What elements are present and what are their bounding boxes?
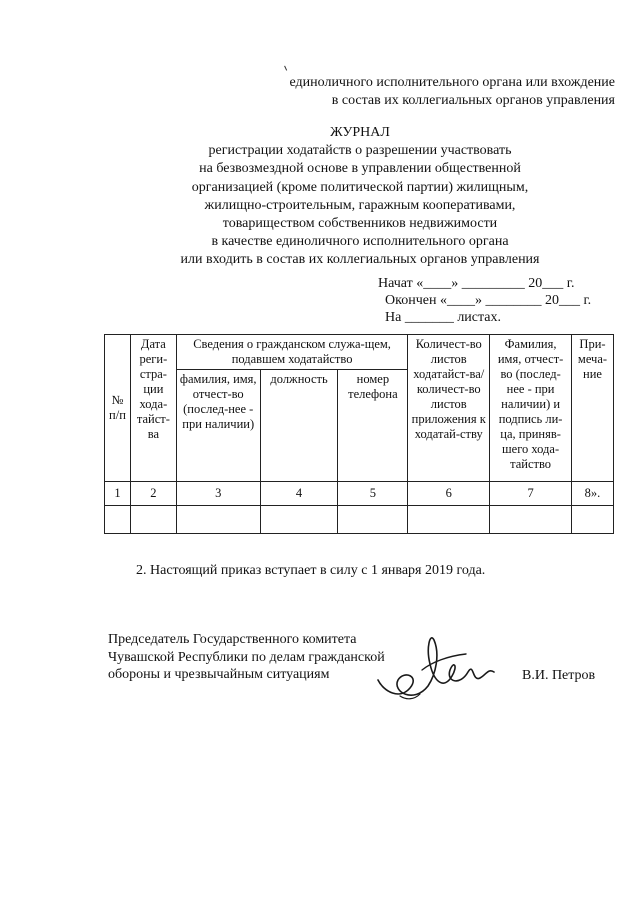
order-effective-text: 2. Настоящий приказ вступает в силу с 1 января 2019 года.	[136, 563, 486, 578]
started-line: Начат «____» _________ 20___ г.	[378, 276, 575, 291]
col-number-cell: 6	[408, 482, 490, 506]
signatory-name: В.И. Петров	[522, 668, 596, 683]
col-note-header: При-меча-ние	[571, 335, 613, 482]
table-number-row	[105, 482, 614, 506]
journal-line: на безвозмездной основе в управлении общественной	[199, 161, 521, 177]
sub-fullname-header: фамилия, имя, отчест-во (послед-нее - при наличии)	[176, 370, 260, 482]
journal-title-block	[90, 124, 630, 270]
journal-line: товариществом собственников недвижимости	[222, 216, 498, 232]
empty-cell	[490, 506, 572, 534]
empty-cell	[176, 506, 260, 534]
col-sheets-header: Количест-во листов ходатайст-ва/количест-во листов приложения к ходатай-ству	[408, 335, 490, 482]
col-number-cell: 2	[130, 482, 176, 506]
signatory-line: Чувашской Республики по делам гражданской	[108, 649, 385, 665]
journal-heading: ЖУРНАЛ	[330, 125, 390, 140]
signatory-line: обороны и чрезвычайным ситуациям	[108, 667, 330, 682]
col-date-header: Дата реги-стра-ции хода-тайст-ва	[130, 335, 176, 482]
col-number-cell: 8».	[571, 482, 613, 506]
journal-line: или входить в состав их коллегиальных органов управления	[180, 252, 540, 268]
sub-phone-header: номер телефона	[338, 370, 408, 482]
journal-line: регистрации ходатайств о разрешении участвовать	[208, 143, 512, 159]
sub-position-header: должность	[260, 370, 338, 482]
empty-cell	[571, 506, 613, 534]
journal-line: организацией (кроме политической партии) жилищным,	[191, 179, 529, 195]
sheets-line: На _______ листах.	[385, 310, 502, 325]
col-number-cell: 7	[490, 482, 572, 506]
finished-line: Окончен «____» ________ 20___ г.	[385, 293, 592, 308]
registration-table	[104, 334, 614, 534]
col-number-cell: 1	[105, 482, 131, 506]
intro-line: единоличного исполнительного органа или вхождение	[289, 75, 615, 90]
empty-cell	[338, 506, 408, 534]
table-empty-row	[105, 506, 614, 534]
journal-line: жилищно-строительным, гаражным кооперативами,	[204, 197, 516, 213]
col-number-cell: 5	[338, 482, 408, 506]
empty-cell	[408, 506, 490, 534]
handwritten-signature	[370, 620, 510, 715]
table-header-row	[105, 335, 614, 370]
signatory-line: Председатель Государственного комитета	[108, 632, 357, 647]
intro-line: в состав их коллегиальных органов управления	[331, 93, 615, 108]
col-employee-info-header: Сведения о гражданском служа-щем, подавшем ходатайство	[176, 335, 407, 370]
col-receiver-header: Фамилия, имя, отчест-во (послед-нее - при наличии) и подпись ли-ца, приняв-шего хода-тайство	[490, 335, 572, 482]
empty-cell	[260, 506, 338, 534]
signatory-title	[108, 631, 385, 684]
journal-line: в качестве единоличного исполнительного органа	[211, 234, 509, 250]
stray-mark	[284, 64, 290, 70]
empty-cell	[130, 506, 176, 534]
journal-meta	[378, 275, 591, 326]
empty-cell	[105, 506, 131, 534]
col-number-header: № п/п	[105, 335, 131, 482]
col-number-cell: 3	[176, 482, 260, 506]
intro-text	[175, 74, 615, 110]
col-number-cell: 4	[260, 482, 338, 506]
